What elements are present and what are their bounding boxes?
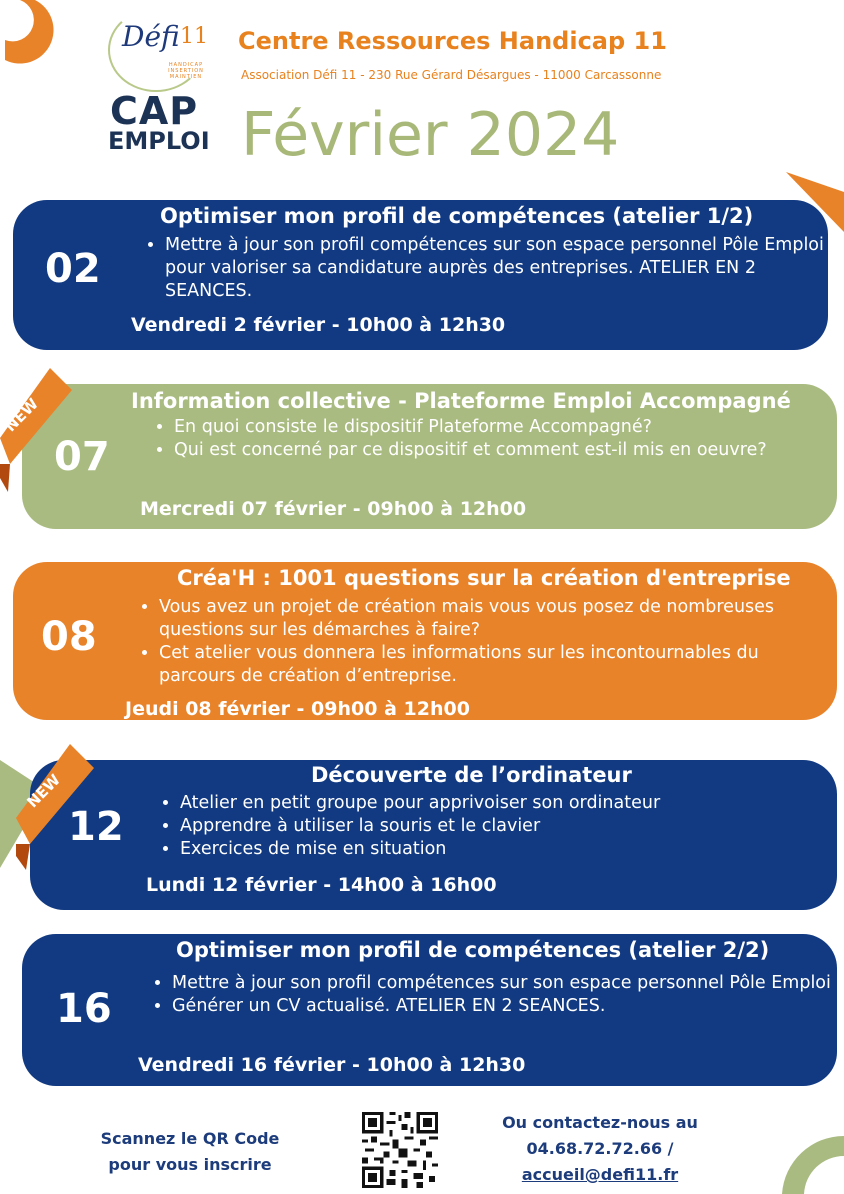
event-bullets	[143, 234, 825, 303]
event-title: Optimiser mon profil de compétences (atelier 1/2)	[160, 204, 754, 228]
list-item: • Cet atelier vous donnera les informations sur les incontournables du parcours de création d’entreprise.	[159, 642, 839, 688]
event-title: Information collective - Plateforme Emploi Accompagné	[131, 389, 791, 413]
new-badge: NEW	[0, 368, 80, 492]
event-date: Vendredi 2 février - 10h00 à 12h30	[131, 314, 506, 336]
list-item: • Atelier en petit groupe pour apprivoiser son ordinateur	[180, 792, 840, 815]
phone-number[interactable]: 04.68.72.72.66 /	[526, 1139, 674, 1158]
event-title: Optimiser mon profil de compétences (atelier 2/2)	[176, 938, 770, 962]
event-bullets	[137, 596, 839, 688]
page-title: Février 2024	[241, 100, 620, 170]
event-date: Lundi 12 février - 14h00 à 16h00	[146, 874, 497, 896]
list-item: • Exercices de mise en situation	[180, 838, 840, 861]
event-card-16	[22, 934, 837, 1086]
list-item: • Apprendre à utiliser la souris et le clavier	[180, 815, 840, 838]
event-title: Créa'H : 1001 questions sur la création d'entreprise	[177, 566, 791, 590]
list-item: • Mettre à jour son profil compétences sur son espace personnel Pôle Emploi	[172, 972, 832, 995]
event-date: Jeudi 08 février - 09h00 à 12h00	[125, 698, 470, 720]
event-card-08	[13, 562, 837, 720]
cap-emploi-logo: CAP EMPLOI	[108, 89, 210, 155]
event-card-02	[13, 200, 828, 350]
new-badge: NEW	[10, 744, 100, 870]
event-date: Vendredi 16 février - 10h00 à 12h30	[138, 1054, 526, 1076]
event-card-07	[22, 384, 837, 529]
list-item: • Mettre à jour son profil compétences sur son espace personnel Pôle Emploi pour valoriser sa candidature auprès des entreprises. ATELIER EN 2 SEANCES.	[165, 234, 825, 303]
event-day: 07	[54, 434, 110, 480]
list-item: • En quoi consiste le dispositif Plateforme Accompagné?	[174, 416, 834, 439]
olive-arc-decoration	[776, 1130, 844, 1194]
email-link[interactable]: accueil@defi11.fr	[521, 1165, 679, 1184]
event-bullets	[152, 416, 834, 462]
list-item: • Vous avez un projet de création mais vous vous posez de nombreuses questions sur les démarches à faire?	[159, 596, 839, 642]
qr-code[interactable]	[362, 1112, 438, 1188]
contact-info: Ou contactez-nous au 04.68.72.72.66 / accueil@defi11.fr	[480, 1110, 720, 1188]
event-bullets	[158, 792, 840, 861]
org-address: Association Défi 11 - 230 Rue Gérard Désargues - 11000 Carcassonne	[241, 68, 662, 82]
event-day: 16	[56, 986, 112, 1032]
list-item: • Qui est concerné par ce dispositif et comment est-il mis en oeuvre?	[174, 439, 834, 462]
event-day: 12	[68, 804, 124, 850]
list-item: • Générer un CV actualisé. ATELIER EN 2 SEANCES.	[172, 995, 832, 1018]
qr-instructions: Scannez le QR Code pour vous inscrire	[100, 1129, 280, 1174]
event-title: Découverte de l’ordinateur	[311, 763, 632, 787]
org-title: Centre Ressources Handicap 11	[238, 27, 667, 55]
event-date: Mercredi 07 février - 09h00 à 12h00	[140, 498, 527, 520]
defi11-logo: Défi 11 HANDICAP INSERTION MAINTIEN	[108, 8, 212, 92]
event-bullets	[150, 972, 832, 1018]
orange-arc-decoration	[0, 0, 70, 70]
event-card-12	[30, 760, 837, 910]
event-day: 08	[41, 614, 97, 660]
event-day: 02	[45, 246, 101, 292]
